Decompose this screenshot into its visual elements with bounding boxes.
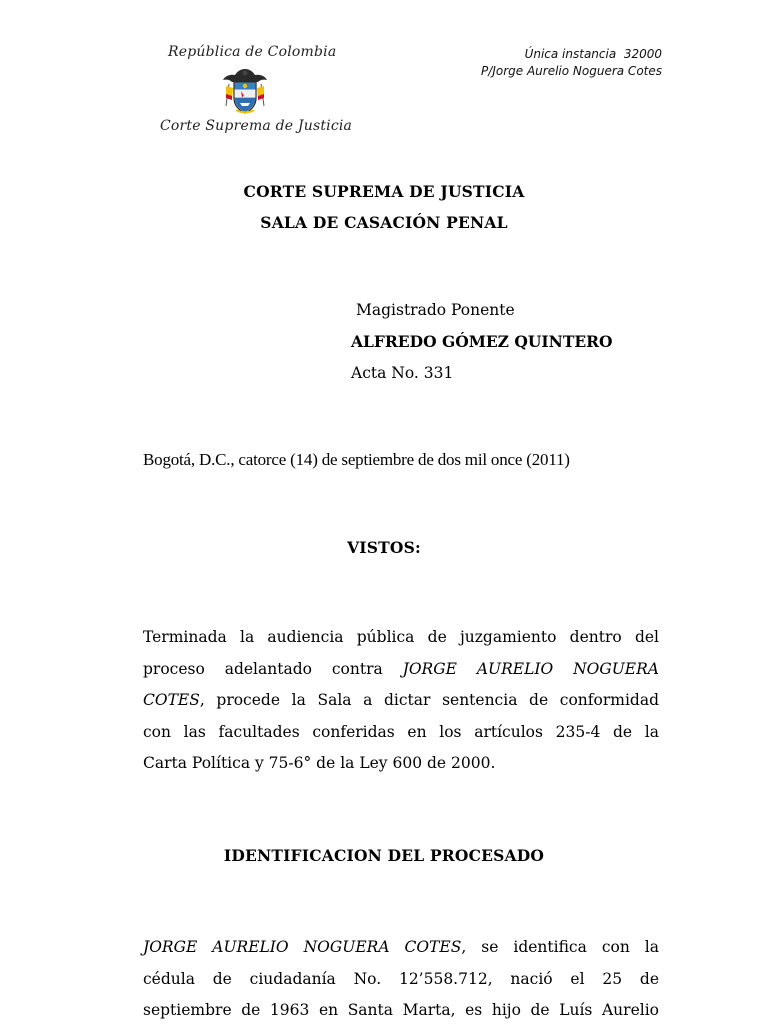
vistos-heading: VISTOS: bbox=[347, 538, 421, 557]
identificacion-heading: IDENTIFICACION DEL PROCESADO bbox=[223, 846, 545, 865]
identificacion-line-2: cédula de ciudadanía No. 12’558.712, nació el 25 de bbox=[143, 969, 659, 988]
identificacion-line-1-text: , se identifica con la bbox=[461, 938, 660, 956]
identificacion-line-1 bbox=[143, 932, 659, 964]
case-instance: Única instancia 32000 bbox=[524, 47, 662, 61]
country-label: República de Colombia bbox=[168, 44, 337, 60]
vistos-line-2 bbox=[143, 654, 659, 686]
vistos-line-1: Terminada la audiencia pública de juzgamiento dentro del bbox=[143, 628, 659, 646]
vistos-line-5: Carta Política y 75-6° de la Ley 600 de 2000. bbox=[143, 754, 496, 772]
acta-number: Acta No. 331 bbox=[351, 364, 454, 382]
vistos-paragraph bbox=[143, 622, 659, 780]
header-right bbox=[481, 46, 662, 80]
vistos-line-2-text: proceso adelantado contra bbox=[143, 659, 383, 678]
identificacion-line-3: septiembre de 1963 en Santa Marta, es hijo de Luís Aurelio bbox=[143, 1001, 659, 1019]
date-line: Bogotá, D.C., catorce (14) de septiembre de dos mil once (2011) bbox=[143, 450, 570, 469]
defendant-name: JORGE AURELIO NOGUERA bbox=[402, 659, 659, 678]
magistrate-label: Magistrado Ponente bbox=[356, 301, 515, 319]
vistos-line-3-text: , procede la Sala a dictar sentencia de conformidad bbox=[199, 691, 659, 709]
court-title: CORTE SUPREMA DE JUSTICIA bbox=[243, 182, 525, 201]
identificacion-paragraph bbox=[143, 932, 659, 1027]
court-label: Corte Suprema de Justicia bbox=[160, 118, 353, 134]
colombia-coat-of-arms-icon bbox=[220, 66, 270, 116]
vistos-line-3 bbox=[143, 685, 659, 717]
vistos-line-4: con las facultades conferidas en los artículos 235-4 de la bbox=[143, 722, 659, 741]
chamber-title: SALA DE CASACIÓN PENAL bbox=[260, 213, 508, 232]
defendant-surname: COTES bbox=[143, 691, 200, 709]
magistrate-name: ALFREDO GÓMEZ QUINTERO bbox=[351, 332, 613, 351]
case-defendant: P/Jorge Aurelio Noguera Cotes bbox=[481, 64, 662, 78]
defendant-full-name: JORGE AURELIO NOGUERA COTES bbox=[143, 938, 462, 956]
